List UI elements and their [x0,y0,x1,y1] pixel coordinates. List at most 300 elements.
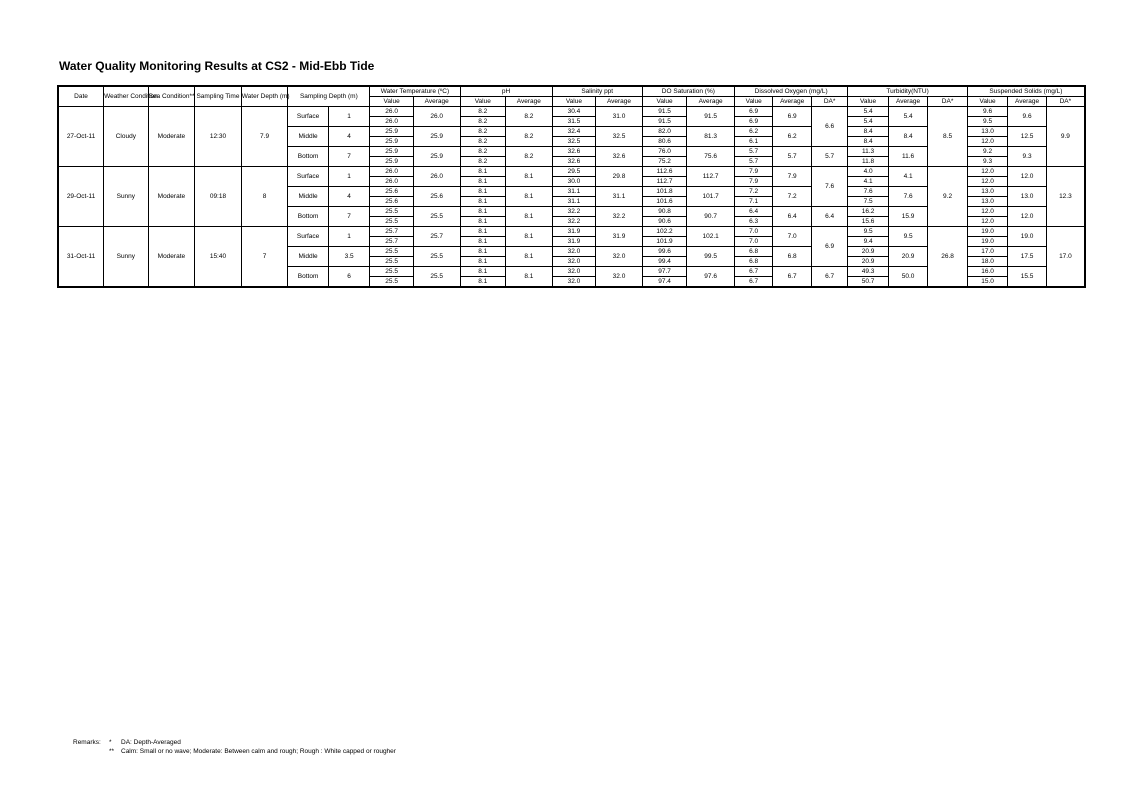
ph-average-cell: 8.1 [506,166,553,186]
salinity-value-cell-reading: 31.1 [553,187,596,197]
do-sat-average-cell: 81.3 [687,126,735,146]
do-value-cell [734,126,772,146]
do-sat-value-cell [642,166,687,186]
ss-da-cell: 9.9 [1046,106,1085,166]
ph-value-cell-reading: 8.1 [461,267,506,277]
do-value-cell-reading: 6.9 [735,107,772,117]
do-value-cell [734,146,772,166]
salinity-value-cell [552,126,596,146]
do-sat-value-cell [642,266,687,287]
do-value-cell-reading: 7.1 [749,197,759,205]
turbidity-average-cell: 50.0 [888,266,927,287]
ss-value-cell-reading: 13.0 [968,187,1008,197]
temp-value-cell-reading: 26.0 [385,117,398,125]
turbidity-da-cell: 8.5 [928,106,968,166]
water-depth-cell: 8 [241,166,288,226]
salinity-value-cell-reading: 29.5 [553,167,596,177]
turbidity-value-cell-reading: 11.3 [848,147,888,157]
turbidity-value-cell-reading: 9.4 [863,237,873,245]
turbidity-value-cell [848,106,889,126]
ph-value-cell [460,266,506,287]
header-salinity: Salinity ppt [552,86,642,96]
ph-average-cell: 8.1 [506,226,553,246]
turbidity-value-cell-reading: 9.5 [848,227,888,237]
do-sat-average-cell: 102.1 [687,226,735,246]
temp-value-cell [370,126,414,146]
salinity-value-cell-reading: 32.2 [567,217,581,225]
water-depth-cell: 7 [241,226,288,287]
salinity-average-cell: 32.0 [596,246,643,266]
salinity-value-cell-reading: 31.9 [567,237,581,245]
do-da-cell: 6.9 [811,226,847,266]
weather-cell: Sunny [104,166,149,226]
temp-value-cell-reading: 25.9 [370,127,413,137]
salinity-value-cell [552,186,596,206]
do-value-cell-reading: 6.2 [735,127,772,137]
ss-da-cell: 17.0 [1046,226,1085,287]
sampling-level-cell: Surface [288,166,329,186]
salinity-value-cell-reading: 31.5 [567,117,581,125]
do-value-cell-reading: 6.4 [735,207,772,217]
temp-value-cell-reading: 25.7 [385,237,398,245]
do-sat-value-cell [642,126,687,146]
do-value-cell [734,226,772,246]
table-row [58,166,1085,186]
turbidity-value-cell [848,206,889,226]
turbidity-value-cell-reading: 7.5 [863,197,873,205]
do-average-cell: 6.7 [773,266,811,287]
ph-value-cell [460,106,506,126]
do-sat-value-cell-reading: 90.8 [643,207,687,217]
salinity-value-cell-reading: 32.0 [567,257,581,265]
temp-value-cell-reading: 25.9 [385,137,398,145]
ss-value-cell-reading: 15.0 [981,277,994,285]
subheader-da: DA* [811,96,847,106]
sampling-depth-cell: 6 [328,266,370,287]
turbidity-average-cell: 11.6 [888,146,927,166]
temp-average-cell: 26.0 [413,106,460,126]
do-sat-value-cell [642,226,687,246]
ss-value-cell-reading: 18.0 [981,257,994,265]
do-average-cell: 7.9 [773,166,811,186]
turbidity-value-cell-reading: 49.3 [848,267,888,277]
salinity-value-cell-reading: 32.6 [567,157,581,165]
turbidity-value-cell-reading: 20.9 [848,247,888,257]
salinity-average-cell: 29.8 [596,166,643,186]
salinity-value-cell-reading: 32.0 [553,247,596,257]
ph-value-cell-reading: 8.1 [461,227,506,237]
turbidity-value-cell-reading: 4.1 [863,177,873,185]
ss-value-cell-reading: 19.0 [968,227,1008,237]
temp-value-cell [370,246,414,266]
do-value-cell [734,246,772,266]
ss-average-cell: 12.0 [1008,166,1046,186]
salinity-value-cell-reading: 30.4 [553,107,596,117]
turbidity-value-cell [848,226,889,246]
do-value-cell-reading: 7.9 [749,177,759,185]
turbidity-value-cell-reading: 11.8 [862,157,875,165]
do-value-cell-reading: 7.9 [735,167,772,177]
salinity-average-cell: 31.1 [596,186,643,206]
ss-value-cell [967,106,1008,126]
do-sat-value-cell-reading: 99.4 [658,257,671,265]
table-body [58,106,1085,287]
ph-value-cell [460,226,506,246]
do-sat-value-cell-reading: 112.7 [656,177,673,185]
turbidity-average-cell: 15.9 [888,206,927,226]
ss-value-cell [967,206,1008,226]
weather-cell: Sunny [104,226,149,287]
do-bottom-da-cell: 6.7 [811,266,847,287]
do-value-cell-reading: 6.3 [749,217,759,225]
salinity-value-cell [552,226,596,246]
do-average-cell: 6.8 [773,246,811,266]
subheader-value: Value [552,96,596,106]
table-row [58,106,1085,126]
do-sat-value-cell-reading: 97.7 [643,267,687,277]
turbidity-value-cell [848,266,889,287]
temp-value-cell [370,266,414,287]
salinity-value-cell [552,246,596,266]
salinity-average-cell: 31.9 [596,226,643,246]
ss-value-cell-reading: 16.0 [968,267,1008,277]
salinity-value-cell-reading: 32.0 [567,277,581,285]
do-sat-average-cell: 112.7 [687,166,735,186]
do-sat-value-cell-reading: 76.0 [643,147,687,157]
turbidity-value-cell-reading: 4.0 [848,167,888,177]
sampling-level-cell: Middle [288,246,329,266]
do-value-cell-reading: 7.2 [735,187,772,197]
ph-value-cell-reading: 8.1 [461,207,506,217]
temp-value-cell [370,186,414,206]
ss-average-cell: 17.5 [1008,246,1046,266]
header-sampling-depth: Sampling Depth (m) [288,86,370,106]
ss-da-cell: 12.3 [1046,166,1085,226]
sampling-level-cell: Middle [288,186,329,206]
ss-value-cell [967,166,1008,186]
do-average-cell: 6.2 [773,126,811,146]
salinity-value-cell-reading: 32.2 [553,207,596,217]
turbidity-average-cell: 5.4 [888,106,927,126]
temp-average-cell: 25.5 [413,206,460,226]
temp-value-cell-reading: 25.5 [385,277,398,285]
ss-average-cell: 12.5 [1008,126,1046,146]
ph-value-cell-reading: 8.1 [478,277,488,285]
ph-value-cell [460,186,506,206]
do-sat-value-cell [642,206,687,226]
sea-condition-cell: Moderate [148,166,195,226]
do-value-cell [734,206,772,226]
ss-value-cell [967,146,1008,166]
ss-average-cell: 9.6 [1008,106,1046,126]
temp-average-cell: 25.9 [413,126,460,146]
subheader-average: Average [888,96,927,106]
temp-value-cell-reading: 25.5 [370,207,413,217]
subheader-da: DA* [928,96,968,106]
ss-value-cell-reading: 19.0 [981,237,994,245]
header-temp: Water Temperature (ºC) [370,86,460,96]
sampling-time-cell: 12:30 [195,106,242,166]
ss-average-cell: 15.5 [1008,266,1046,287]
temp-value-cell-reading: 25.5 [385,257,398,265]
temp-value-cell [370,166,414,186]
turbidity-value-cell [848,146,889,166]
ss-value-cell-reading: 12.0 [968,207,1008,217]
ph-value-cell-reading: 8.2 [478,117,488,125]
turbidity-value-cell-reading: 5.4 [863,117,873,125]
salinity-value-cell-reading: 31.9 [553,227,596,237]
sampling-depth-cell: 4 [328,186,370,206]
temp-value-cell-reading: 26.0 [370,167,413,177]
ss-value-cell-reading: 17.0 [968,247,1008,257]
header-sea: Sea Condition** [148,86,195,106]
temp-value-cell-reading: 25.9 [370,147,413,157]
header-turbidity: Turbidity(NTU) [848,86,967,96]
turbidity-value-cell [848,166,889,186]
sampling-depth-cell: 1 [328,226,370,246]
do-sat-value-cell-reading: 101.8 [643,187,687,197]
ph-value-cell-reading: 8.1 [478,237,488,245]
ss-value-cell-reading: 12.0 [981,137,994,145]
ss-value-cell-reading: 12.0 [981,217,994,225]
do-sat-value-cell [642,106,687,126]
do-sat-value-cell [642,186,687,206]
ph-value-cell [460,146,506,166]
ss-value-cell-reading: 9.6 [968,107,1008,117]
header-do-sat: DO Saturation (%) [642,86,734,96]
salinity-value-cell-reading: 32.0 [553,267,596,277]
header-date: Date [58,86,104,106]
subheader-value: Value [642,96,687,106]
do-sat-value-cell-reading: 90.6 [658,217,671,225]
sampling-depth-cell: 7 [328,206,370,226]
turbidity-value-cell [848,186,889,206]
ph-value-cell-reading: 8.1 [478,197,488,205]
remarks-mark-1: * [109,739,112,746]
header-ph: pH [460,86,552,96]
do-sat-average-cell: 75.6 [687,146,735,166]
subheader-average: Average [596,96,643,106]
date-cell: 31-Oct-11 [58,226,104,287]
ph-value-cell [460,126,506,146]
do-value-cell-reading: 6.9 [749,117,759,125]
do-sat-average-cell: 91.5 [687,106,735,126]
sea-condition-cell: Moderate [148,106,195,166]
subheader-average: Average [506,96,553,106]
temp-average-cell: 25.5 [413,246,460,266]
ph-average-cell: 8.2 [506,106,553,126]
do-value-cell-reading: 6.7 [735,267,772,277]
do-average-cell: 6.4 [773,206,811,226]
remarks-text-2: Calm: Small or no wave; Moderate: Between calm and rough; Rough : White capped or rougher [121,748,396,755]
ss-value-cell [967,126,1008,146]
do-average-cell: 6.9 [773,106,811,126]
ph-value-cell [460,206,506,226]
ph-value-cell-reading: 8.2 [461,107,506,117]
do-sat-value-cell-reading: 97.4 [658,277,671,285]
do-average-cell: 7.0 [773,226,811,246]
turbidity-average-cell: 4.1 [888,166,927,186]
table-row [58,226,1085,246]
ph-value-cell-reading: 8.1 [478,177,488,185]
ss-value-cell-reading: 9.3 [983,157,993,165]
ss-value-cell-reading: 12.0 [981,177,994,185]
ph-value-cell-reading: 8.1 [461,247,506,257]
sampling-level-cell: Bottom [288,146,329,166]
do-sat-average-cell: 90.7 [687,206,735,226]
ph-value-cell-reading: 8.2 [478,157,488,165]
temp-average-cell: 25.6 [413,186,460,206]
ph-average-cell: 8.1 [506,206,553,226]
do-value-cell-reading: 6.8 [735,247,772,257]
sampling-time-cell: 15:40 [195,226,242,287]
do-value-cell [734,166,772,186]
temp-average-cell: 25.9 [413,146,460,166]
ss-value-cell-reading: 12.0 [968,167,1008,177]
salinity-value-cell-reading: 32.5 [567,137,581,145]
ss-average-cell: 12.0 [1008,206,1046,226]
salinity-value-cell [552,166,596,186]
header-do: Dissolved Oxygen (mg/L) [734,86,847,96]
do-sat-average-cell: 97.6 [687,266,735,287]
do-bottom-da-cell: 6.4 [811,206,847,226]
ph-average-cell: 8.1 [506,246,553,266]
salinity-value-cell [552,266,596,287]
sampling-depth-cell: 3.5 [328,246,370,266]
sampling-level-cell: Surface [288,106,329,126]
turbidity-value-cell-reading: 15.6 [861,217,875,225]
salinity-average-cell: 32.5 [596,126,643,146]
temp-value-cell-reading: 26.0 [385,177,398,185]
salinity-value-cell [552,146,596,166]
subheader-value: Value [848,96,889,106]
ss-average-cell: 13.0 [1008,186,1046,206]
subheader-da: DA* [1046,96,1085,106]
remarks-mark-2: ** [109,748,115,755]
header-weather: Weather Condition [104,86,149,106]
ph-average-cell: 8.1 [506,266,553,287]
do-sat-value-cell-reading: 75.2 [658,157,671,165]
ss-average-cell: 19.0 [1008,226,1046,246]
do-value-cell [734,266,772,287]
subheader-average: Average [687,96,735,106]
subheader-value: Value [734,96,772,106]
ph-value-cell [460,166,506,186]
ph-value-cell-reading: 8.1 [461,187,506,197]
turbidity-average-cell: 20.9 [888,246,927,266]
remarks-text-1: DA: Depth-Averaged [121,739,181,746]
sampling-depth-cell: 4 [328,126,370,146]
turbidity-value-cell-reading: 5.4 [848,107,888,117]
temp-average-cell: 25.5 [413,266,460,287]
salinity-average-cell: 32.0 [596,266,643,287]
water-depth-cell: 7.9 [241,106,288,166]
do-sat-value-cell-reading: 102.2 [643,227,687,237]
ss-value-cell-reading: 13.0 [968,127,1008,137]
ph-value-cell [460,246,506,266]
ph-value-cell-reading: 8.2 [461,127,506,137]
temp-value-cell-reading: 26.0 [370,107,413,117]
turbidity-average-cell: 9.5 [888,226,927,246]
remarks-label: Remarks: [73,739,101,746]
salinity-average-cell: 31.0 [596,106,643,126]
sampling-depth-cell: 1 [328,106,370,126]
do-value-cell-reading: 5.7 [735,147,772,157]
subheader-average: Average [1008,96,1046,106]
salinity-value-cell-reading: 32.6 [553,147,596,157]
do-sat-average-cell: 99.5 [687,246,735,266]
do-sat-value-cell-reading: 101.6 [656,197,673,205]
salinity-average-cell: 32.2 [596,206,643,226]
sea-condition-cell: Moderate [148,226,195,287]
temp-value-cell [370,226,414,246]
turbidity-average-cell: 7.6 [888,186,927,206]
sampling-depth-cell: 1 [328,166,370,186]
do-value-cell-reading: 5.7 [749,157,759,165]
ph-value-cell-reading: 8.2 [478,137,488,145]
do-value-cell [734,186,772,206]
do-sat-value-cell [642,146,687,166]
table-header [58,86,1085,106]
do-sat-value-cell-reading: 91.5 [643,107,687,117]
ss-value-cell-reading: 9.2 [968,147,1008,157]
ph-average-cell: 8.2 [506,146,553,166]
temp-value-cell-reading: 25.6 [370,187,413,197]
salinity-value-cell-reading: 31.1 [567,197,581,205]
do-sat-value-cell-reading: 80.6 [658,137,671,145]
do-average-cell: 5.7 [773,146,811,166]
do-sat-value-cell [642,246,687,266]
ss-average-cell: 9.3 [1008,146,1046,166]
temp-value-cell-reading: 25.7 [370,227,413,237]
header-ss: Suspended Solids (mg/L) [967,86,1085,96]
subheader-value: Value [370,96,414,106]
turbidity-value-cell-reading: 16.2 [848,207,888,217]
do-value-cell-reading: 7.0 [735,227,772,237]
turbidity-value-cell-reading: 8.4 [848,127,888,137]
do-sat-value-cell-reading: 112.6 [643,167,687,177]
temp-value-cell-reading: 25.5 [370,267,413,277]
do-value-cell-reading: 7.0 [749,237,759,245]
ss-value-cell [967,186,1008,206]
sampling-time-cell: 09:18 [195,166,242,226]
do-value-cell-reading: 6.1 [749,137,759,145]
sampling-depth-cell: 7 [328,146,370,166]
do-value-cell-reading: 6.7 [749,277,759,285]
turbidity-value-cell-reading: 50.7 [861,277,875,285]
ph-average-cell: 8.2 [506,126,553,146]
turbidity-da-cell: 26.8 [928,226,968,287]
do-value-cell-reading: 6.8 [749,257,759,265]
temp-value-cell-reading: 25.9 [385,157,398,165]
salinity-value-cell [552,206,596,226]
do-sat-value-cell-reading: 99.6 [643,247,687,257]
do-da-cell: 6.6 [811,106,847,146]
turbidity-average-cell: 8.4 [888,126,927,146]
sampling-level-cell: Bottom [288,206,329,226]
do-sat-average-cell: 101.7 [687,186,735,206]
weather-cell: Cloudy [104,106,149,166]
sampling-level-cell: Surface [288,226,329,246]
temp-value-cell [370,206,414,226]
subheader-average: Average [413,96,460,106]
ss-value-cell-reading: 9.5 [983,117,993,125]
sampling-level-cell: Bottom [288,266,329,287]
turbidity-da-cell: 9.2 [928,166,968,226]
do-sat-value-cell-reading: 101.9 [656,237,673,245]
ph-value-cell-reading: 8.2 [461,147,506,157]
ph-value-cell-reading: 8.1 [461,167,506,177]
